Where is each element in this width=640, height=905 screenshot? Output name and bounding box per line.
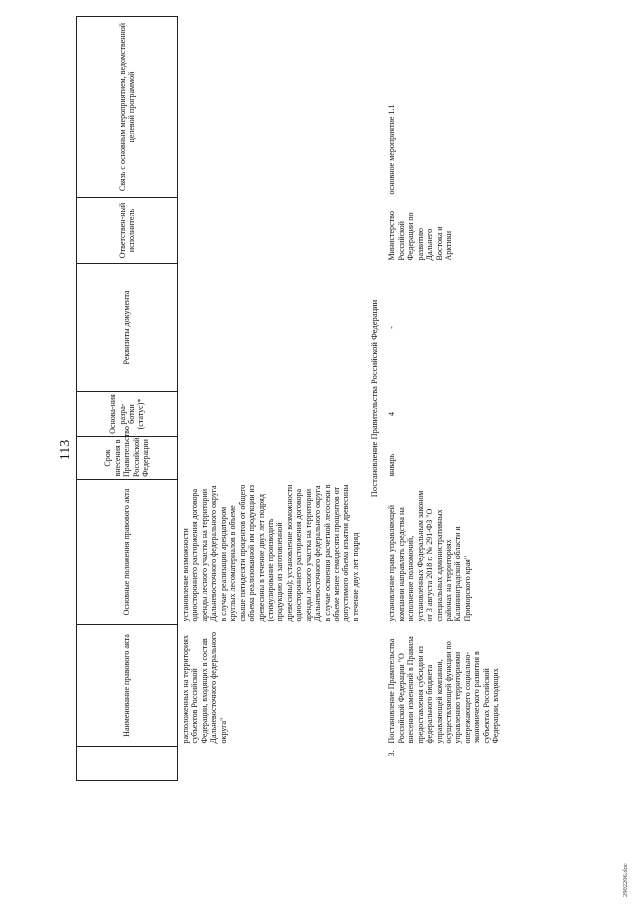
row-cont-requisites — [178, 264, 365, 392]
row-cont-number — [178, 747, 365, 781]
table-row-continuation — [178, 17, 365, 781]
header-deadline: Срок внесения в Правительство Российской Федерации — [77, 437, 178, 480]
legal-acts-table — [76, 16, 504, 781]
row-cont-act-name: расположенных на территориях субъектов Российской Федерации, входящих в состав Дальневосточного федерального округа" — [181, 632, 228, 744]
file-name-footer: 2902206.doc — [622, 863, 629, 897]
page-number: 113 — [58, 439, 73, 461]
row-cont-deadline — [178, 437, 365, 480]
header-act-name: Наименование правового акта — [77, 625, 178, 747]
header-link: Связь с основным мероприятием, ведомственной целевой программой — [77, 17, 178, 198]
row-provisions: установление права управляющей компании направлять средства на исполнение полномочий, установленных Федеральным законом от 3 августа 2018 г. № 291-ФЗ "О специальных административных районах на территориях Калининградской области и Приморского края" — [387, 490, 472, 622]
table-row — [384, 17, 503, 781]
header-number — [77, 747, 178, 781]
header-requisites: Реквизиты документа — [77, 264, 178, 392]
row-executor: Министерство Российской Федерации по развитию Дальнего Востока и Арктики — [387, 211, 453, 261]
row-link: основное мероприятие 1.1 — [387, 104, 397, 195]
header-executor: Ответствен-ный исполнитель — [77, 198, 178, 264]
row-number: 3. — [387, 750, 397, 757]
row-cont-link — [178, 17, 365, 198]
section-heading-row — [364, 17, 384, 781]
section-heading: Постановление Правительства Российской Федерации — [369, 299, 380, 498]
row-requisites: - — [387, 326, 397, 329]
row-cont-executor — [178, 198, 365, 264]
row-basis: 4 — [387, 412, 397, 416]
table-header — [77, 17, 178, 781]
header-basis: Основа-ния разра-ботки (статус)* — [77, 392, 178, 437]
row-cont-provisions: установление возможности одностороннего расторжения договора аренды лесного участка на территории Дальневосточного федерального округа в случае реализации арендатором круглых лесоматериалов в объеме свыше пятидесяти процентов от общего объема реализованной им продукции из древесины в течение двух лет подряд (стимулирование производить продукцию из заготовленной древесины); установление возможности одностороннего расторжения договора аренды лесного участка на территории Дальневосточного федерального округа в случае освоения расчетной лесосеки в объеме менее семидесяти процентов от допустимого объема изъятия древесины в течение двух лет подряд — [181, 484, 360, 622]
header-provisions: Основные положения правового акта — [77, 480, 178, 625]
row-act-name: Постановление Правительства Российской Федерации "О внесении изменений в Правила предоставления субсидии из федерального бюджета управляющей компании, осуществляющей функции по управлению территориями опережающего социально-экономического развития в субъектах Российской Федерации, входящих — [387, 636, 501, 744]
row-deadline: январь — [387, 453, 397, 477]
row-cont-basis — [178, 392, 365, 437]
